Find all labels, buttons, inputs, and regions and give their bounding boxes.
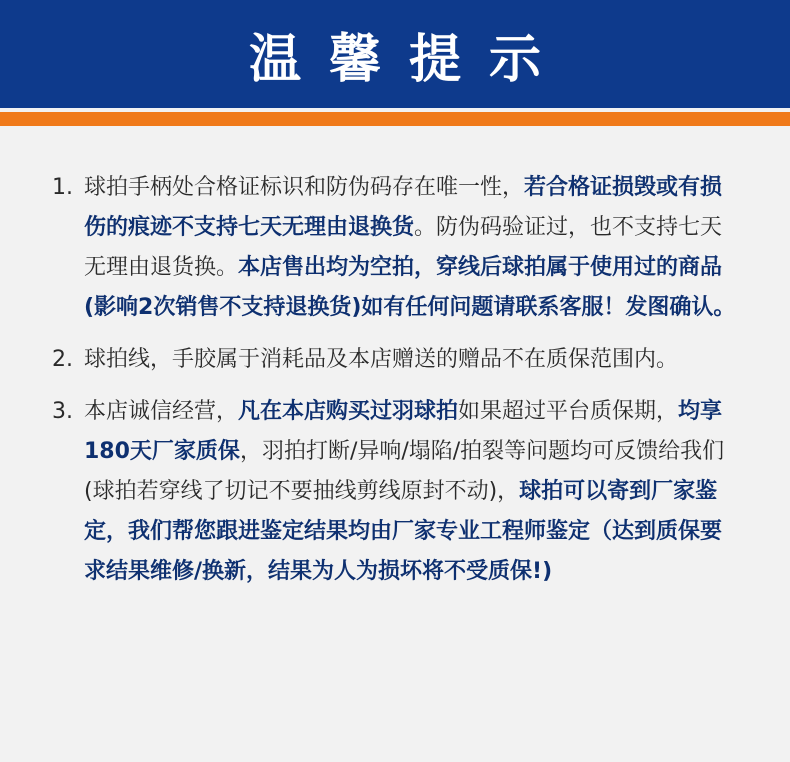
accent-bar [0, 112, 790, 126]
item-segment: 球拍线，手胶属于消耗品及本店赠送的赠品不在质保范围内。 [84, 347, 679, 372]
item-segment-bold: 凡在本店购买过羽球拍 [238, 399, 459, 424]
list-item [52, 340, 742, 380]
page-title: 温馨提示 [248, 29, 569, 90]
item-text [84, 392, 742, 592]
item-segment-bold: 本店售出均为空拍，穿线后球拍属于使用过的商品(影响2次销售不支持退换货)如有任何问题请联系客服！发图确认。 [84, 255, 736, 320]
item-text [84, 168, 742, 328]
item-segment: 。防伪码验证过，也不支持七天无理由退货换。 [84, 215, 723, 280]
item-segment: 本店诚信经营， [84, 399, 239, 424]
item-segment-bold: 球拍可以寄到厂家鉴定，我们帮您跟进鉴定结果均由厂家专业工程师鉴定（达到质保要求结果维修/换新，结果为人为损坏将不受质保!) [84, 479, 723, 584]
item-segment: ，羽拍打断/异响/塌陷/拍裂等问题均可反馈给我们(球拍若穿线了切记不要抽线剪线原封不动)， [84, 439, 725, 504]
item-segment: 如果超过平台质保期， [458, 399, 679, 424]
item-segment-bold: 若合格证损毁或有损伤的痕迹不支持七天无理由退换货 [84, 175, 723, 240]
item-number: 3. [52, 399, 73, 424]
header-banner [0, 0, 790, 108]
list-item [52, 168, 742, 328]
list-item [52, 392, 742, 592]
item-segment-bold: 均享180天厂家质保 [84, 399, 723, 464]
item-number: 1. [52, 175, 73, 200]
item-text [84, 340, 742, 380]
item-number: 2. [52, 347, 73, 372]
item-segment: 球拍手柄处合格证标识和防伪码存在唯一性， [84, 175, 525, 200]
notice-list [52, 168, 742, 604]
